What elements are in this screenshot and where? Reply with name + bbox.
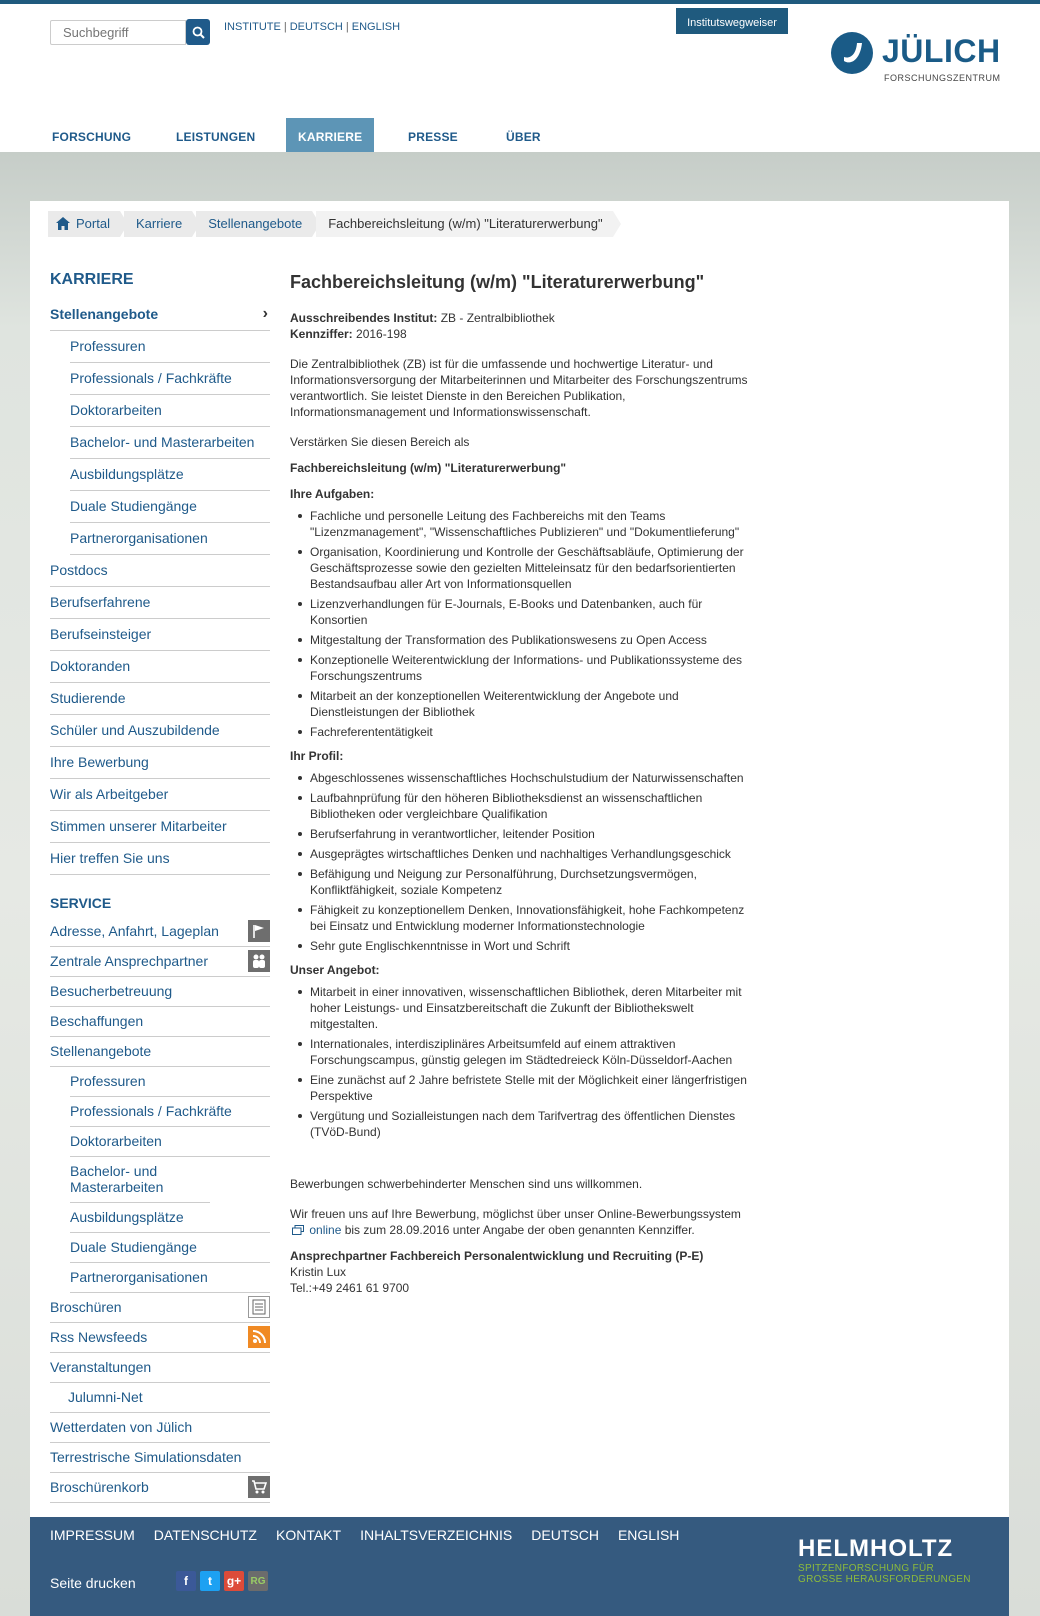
sidebar-subitem[interactable]: Bachelor- und Masterarbeiten xyxy=(70,427,270,459)
breadcrumb-current: Fachbereichsleitung (w/m) "Literaturerwerbung" xyxy=(316,211,612,237)
service-item[interactable]: Julumni-Net xyxy=(50,1383,270,1413)
helmholtz-sub2: GROSSE HERAUSFORDERUNGEN xyxy=(798,1574,971,1585)
juelich-logo[interactable] xyxy=(830,31,1001,87)
service-heading: SERVICE xyxy=(50,895,112,911)
service-subitem[interactable]: Bachelor- und Masterarbeiten xyxy=(70,1157,210,1203)
external-link-icon xyxy=(292,1225,304,1235)
contact-block: Ansprechpartner Fachbereich Personalentwicklung und Recruiting (P-E) Kristin Lux Tel.:+49 2461 61 9700 xyxy=(290,1249,704,1295)
sidebar-item-stellenangebote[interactable]: Stellenangebote › xyxy=(50,299,270,331)
sidebar-subitem[interactable]: Professionals / Fachkräfte xyxy=(70,363,270,395)
home-icon xyxy=(56,217,70,230)
document-icon xyxy=(248,1296,270,1318)
footer-link-kontakt[interactable]: KONTAKT xyxy=(275,1527,342,1543)
nav-forschung[interactable]: FORSCHUNG xyxy=(52,130,132,144)
service-item-broschueren[interactable]: Broschüren xyxy=(50,1293,270,1323)
online-link[interactable]: online xyxy=(309,1223,342,1237)
angebot-list xyxy=(290,984,750,1140)
service-subitem[interactable]: Doktorarbeiten xyxy=(70,1127,270,1157)
search-icon xyxy=(192,26,205,39)
list-item: Mitgestaltung der Transformation des Publikationswesens zu Open Access xyxy=(290,632,750,648)
list-item: Konzeptionelle Weiterentwicklung der Informations- und Publikationssysteme des Forschungszentrums xyxy=(290,652,750,684)
footer-link-inhaltsverzeichnis[interactable]: INHALTSVERZEICHNIS xyxy=(360,1527,513,1543)
nav-leistungen[interactable]: LEISTUNGEN xyxy=(176,130,256,144)
sidebar-item[interactable]: Studierende xyxy=(50,683,270,715)
researchgate-icon[interactable]: RG xyxy=(248,1571,268,1591)
content-panel xyxy=(30,201,1009,1517)
service-item[interactable]: Besucherbetreuung xyxy=(50,977,270,1007)
service-subitem[interactable]: Professionals / Fachkräfte xyxy=(70,1097,270,1127)
schwerbehindert-text: Bewerbungen schwerbehinderter Menschen sind uns willkommen. xyxy=(290,1177,643,1191)
sidebar-item[interactable]: Postdocs xyxy=(50,555,270,587)
sidebar xyxy=(50,271,270,1503)
nav-karriere[interactable]: KARRIERE xyxy=(286,118,374,156)
footer-link-deutsch[interactable]: DEUTSCH xyxy=(531,1527,599,1543)
breadcrumb-portal[interactable]: Portal xyxy=(48,211,120,237)
logo-subtitle: FORSCHUNGSZENTRUM xyxy=(884,73,1001,83)
footer-links xyxy=(50,1527,698,1543)
service-subitem[interactable]: Duale Studiengänge xyxy=(70,1233,270,1263)
link-institute[interactable]: INSTITUTE xyxy=(224,21,281,33)
sidebar-item[interactable]: Hier treffen Sie uns xyxy=(50,843,270,875)
top-links: INSTITUTE | DEUTSCH | ENGLISH xyxy=(224,21,401,33)
breadcrumb-stellenangebote[interactable]: Stellenangebote xyxy=(196,211,312,237)
sidebar-subitem[interactable]: Duale Studiengänge xyxy=(70,491,270,523)
service-item[interactable]: Veranstaltungen xyxy=(50,1353,270,1383)
service-item-rss[interactable]: Rss Newsfeeds xyxy=(50,1323,270,1353)
nav-presse[interactable]: PRESSE xyxy=(408,130,458,144)
aufgaben-list xyxy=(290,508,750,740)
service-item-broschuerenkorb[interactable]: Broschürenkorb xyxy=(50,1473,270,1503)
footer-link-impressum[interactable]: IMPRESSUM xyxy=(50,1527,135,1543)
nav-ueber-uns[interactable]: ÜBER xyxy=(506,130,541,144)
service-subitem[interactable]: Ausbildungsplätze xyxy=(70,1203,270,1233)
list-item: Fähigkeit zu konzeptionellem Denken, Innovationsfähigkeit, hohe Fachkompetenz bei Einsatz und Entwicklung moderner Informationstechnologie xyxy=(290,902,750,934)
sidebar-subitem[interactable]: Professuren xyxy=(70,331,270,363)
list-item: Eine zunächst auf 2 Jahre befristete Stelle mit der Möglichkeit einer längerfristigen Perspektive xyxy=(290,1072,750,1104)
position-title: Fachbereichsleitung (w/m) "Literaturerwerbung" xyxy=(290,461,567,475)
job-meta: Ausschreibendes Institut: ZB - Zentralbibliothek Kennziffer: 2016-198 xyxy=(290,311,555,341)
service-item[interactable]: Beschaffungen xyxy=(50,1007,270,1037)
service-item[interactable]: Terrestrische Simulationsdaten xyxy=(50,1443,270,1473)
list-item: Fachreferententätigkeit xyxy=(290,724,750,740)
sidebar-item[interactable]: Wir als Arbeitgeber xyxy=(50,779,270,811)
list-item: Berufserfahrung in verantwortlicher, leitender Position xyxy=(290,826,750,842)
list-item: Laufbahnprüfung für den höheren Bibliotheksdienst an wissenschaftlichen Bibliotheken oder vergleichbare Qualifikation xyxy=(290,790,750,822)
juelich-logo-icon xyxy=(830,31,874,75)
sidebar-heading: KARRIERE xyxy=(50,271,134,288)
list-item: Lizenzverhandlungen für E-Journals, E-Books und Datenbanken, auch für Konsortien xyxy=(290,596,750,628)
page-title: Fachbereichsleitung (w/m) "Literaturerwerbung" xyxy=(290,272,705,292)
service-item-adresse[interactable]: Adresse, Anfahrt, Lageplan xyxy=(50,917,270,947)
twitter-icon[interactable]: t xyxy=(200,1571,220,1591)
footer-link-datenschutz[interactable]: DATENSCHUTZ xyxy=(153,1527,257,1543)
service-item[interactable]: Stellenangebote xyxy=(50,1037,270,1067)
cart-icon xyxy=(248,1476,270,1498)
search-box xyxy=(50,20,186,45)
list-item: Organisation, Koordinierung und Kontrolle der Geschäftsabläufe, Optimierung der Geschäftsprozesse sowie den gezielten Mitteleinsatz für den bedarfsorientierten Bestandsaufbau aller Art von Informationsquellen xyxy=(290,544,750,592)
aufgaben-heading: Ihre Aufgaben: xyxy=(290,487,375,501)
sidebar-subitem[interactable]: Partnerorganisationen xyxy=(70,523,270,555)
list-item: Abgeschlossenes wissenschaftliches Hochschulstudium der Naturwissenschaften xyxy=(290,770,750,786)
chevron-right-icon: › xyxy=(262,305,268,322)
helmholtz-sub1: SPITZENFORSCHUNG FÜR xyxy=(798,1563,934,1574)
main-content xyxy=(290,271,750,1306)
service-subitem[interactable]: Professuren xyxy=(70,1067,270,1097)
sidebar-item[interactable]: Schüler und Auszubildende xyxy=(50,715,270,747)
service-item[interactable]: Wetterdaten von Jülich xyxy=(50,1413,270,1443)
list-item: Mitarbeit an der konzeptionellen Weiterentwicklung der Angebote und Dienstleistungen der Bibliothek xyxy=(290,688,750,720)
list-item: Ausgeprägtes wirtschaftliches Denken und nachhaltiges Verhandlungsgeschick xyxy=(290,846,750,862)
googleplus-icon[interactable]: g+ xyxy=(224,1571,244,1591)
print-link[interactable]: Seite drucken xyxy=(50,1575,136,1591)
sidebar-item[interactable]: Doktoranden xyxy=(50,651,270,683)
rss-icon xyxy=(248,1326,270,1348)
link-english[interactable]: ENGLISH xyxy=(351,21,401,33)
helmholtz-logo[interactable] xyxy=(798,1535,971,1585)
helmholtz-word: HELMHOLTZ xyxy=(798,1535,954,1562)
service-item-ansprechpartner[interactable]: Zentrale Ansprechpartner xyxy=(50,947,270,977)
people-icon xyxy=(248,950,270,972)
header xyxy=(0,4,1040,152)
link-deutsch[interactable]: DEUTSCH xyxy=(289,21,343,33)
list-item: Fachliche und personelle Leitung des Fachbereichs mit den Teams "Lizenzmanagement", "Wissenschaftliches Publizieren" und "Dokumentlieferung" xyxy=(290,508,750,540)
social-links xyxy=(176,1571,272,1591)
list-item: Befähigung und Neigung zur Personalführung, Durchsetzungsvermögen, Konfliktfähigkeit, soziale Kompetenz xyxy=(290,866,750,898)
breadcrumb xyxy=(48,211,617,237)
footer xyxy=(30,1517,1009,1616)
list-item: Mitarbeit in einer innovativen, wissenschaftlichen Bibliothek, deren Mitarbeiter mit hoher Leistungs- und Einsatzbereitschaft die Zukunft der Bibliothekswelt mitgestalten. xyxy=(290,984,750,1032)
search-input[interactable] xyxy=(51,21,185,44)
search-button[interactable] xyxy=(186,19,210,45)
sidebar-subitem[interactable]: Ausbildungsplätze xyxy=(70,459,270,491)
sidebar-item[interactable]: Berufserfahrene xyxy=(50,587,270,619)
flag-icon xyxy=(248,920,270,942)
profil-heading: Ihr Profil: xyxy=(290,749,344,763)
facebook-icon[interactable]: f xyxy=(176,1571,196,1591)
sidebar-subitem[interactable]: Doktorarbeiten xyxy=(70,395,270,427)
bewerbung-text: Wir freuen uns auf Ihre Bewerbung, möglichst über unser Online-Bewerbungssystem online bis zum 28.09.2016 unter Angabe der oben genannten Kennziffer. xyxy=(290,1207,741,1237)
service-subitem[interactable]: Partnerorganisationen xyxy=(70,1263,270,1293)
list-item: Vergütung und Sozialleistungen nach dem Tarifvertrag des öffentlichen Dienstes (TVöD-Bund) xyxy=(290,1108,750,1140)
institutswegweiser-button[interactable]: Institutswegweiser xyxy=(676,8,788,34)
list-item: Internationales, interdisziplinäres Arbeitsumfeld auf einem attraktiven Forschungscampus, günstig gelegen im Städtedreieck Köln-Düsseldorf-Aachen xyxy=(290,1036,750,1068)
intro-text: Die Zentralbibliothek (ZB) ist für die umfassende und hochwertige Literatur- und Informationsversorgung der Mitarbeiterinnen und Mitarbeiter des Forschungszentrums verantwortlich. Sie leistet Dienste in den Bereichen Publikation, Informationsmanagement und Informationswissenschaft. xyxy=(290,357,748,419)
sidebar-item[interactable]: Ihre Bewerbung xyxy=(50,747,270,779)
angebot-heading: Unser Angebot: xyxy=(290,963,380,977)
verstaerken-text: Verstärken Sie diesen Bereich als xyxy=(290,435,470,449)
list-item: Sehr gute Englischkenntnisse in Wort und Schrift xyxy=(290,938,750,954)
profil-list xyxy=(290,770,750,954)
breadcrumb-karriere[interactable]: Karriere xyxy=(124,211,192,237)
logo-word: JÜLICH xyxy=(882,33,1001,69)
sidebar-item[interactable]: Stimmen unserer Mitarbeiter xyxy=(50,811,270,843)
footer-link-english[interactable]: ENGLISH xyxy=(617,1527,680,1543)
sidebar-item[interactable]: Berufseinsteiger xyxy=(50,619,270,651)
